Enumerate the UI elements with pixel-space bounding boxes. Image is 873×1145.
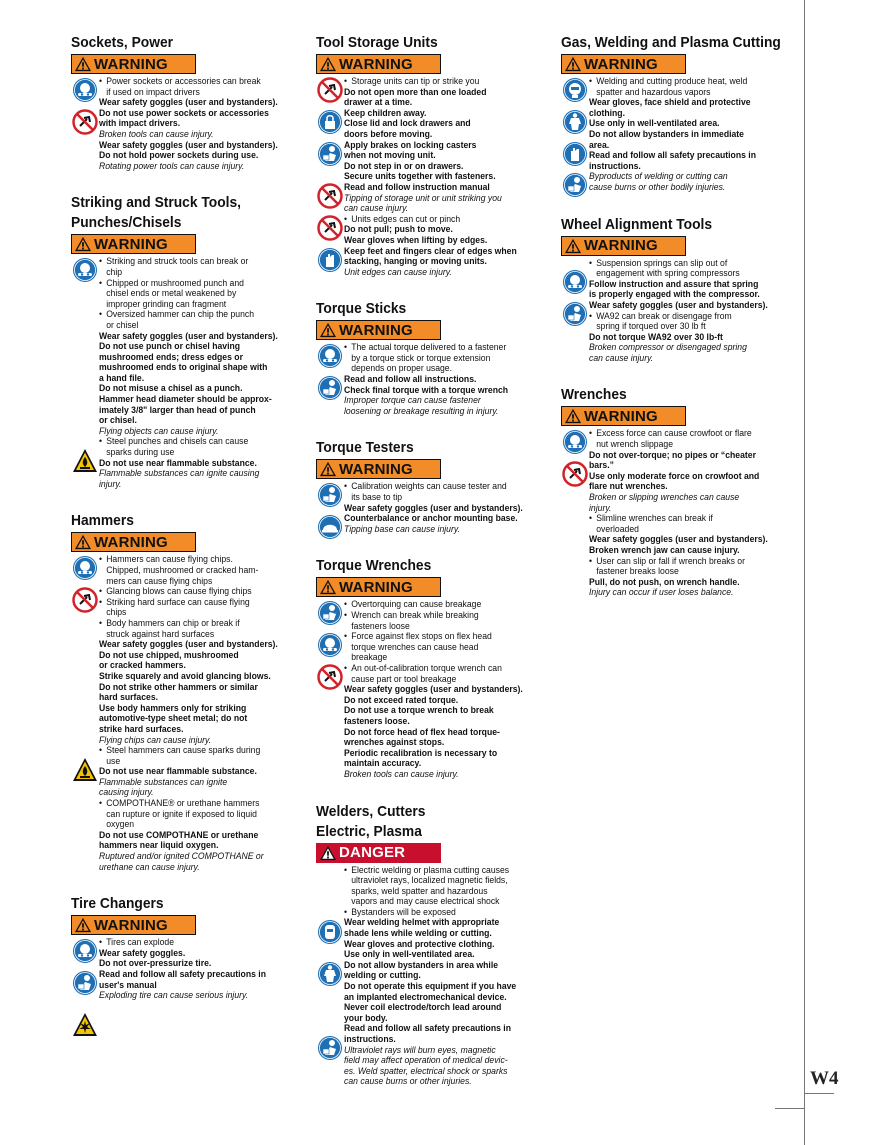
instruction-text: Secure units together with fasteners. xyxy=(344,171,496,183)
instruction-text: Read and follow all safety precautions in xyxy=(589,150,756,162)
consequence-text: Byproducts of welding or cutting can xyxy=(589,171,728,183)
instruction-text: Do not over-torque; no pipes or “cheater xyxy=(589,449,756,461)
instruction-text: Do not step in or on drawers. xyxy=(344,160,464,172)
instruction-text: mushroomed ends; dress edges or xyxy=(99,351,243,363)
section-title: Wrenches xyxy=(561,386,627,404)
safety-goggles-icon xyxy=(562,429,588,455)
face-shield-icon xyxy=(562,77,588,103)
consequence-text: causing injury. xyxy=(99,787,154,799)
hazard-text: • COMPOTHANE® or urethane hammers xyxy=(99,799,283,810)
section-title: Torque Wrenches xyxy=(316,557,432,575)
instruction-text: Do not hold power sockets during use. xyxy=(99,150,259,162)
instruction-text: Do not use power sockets or accessories xyxy=(99,107,269,119)
instruction-text: Do not torque WA92 over 30 lb-ft xyxy=(589,331,723,343)
consequence-text: Ruptured and/or ignited COMPOTHANE or xyxy=(99,851,264,863)
warning-badge xyxy=(561,54,686,74)
instruction-text: Broken wrench jaw can cause injury. xyxy=(589,545,740,556)
instruction-text: Follow instruction and assure that spring xyxy=(589,278,759,290)
protective-clothing-icon xyxy=(317,961,343,987)
section-title: Torque Sticks xyxy=(316,300,407,318)
safety-goggles-icon xyxy=(72,555,98,581)
no-cheater-bar-icon xyxy=(562,461,588,487)
instruction-text: fasteners loose. xyxy=(344,715,410,727)
instruction-text: Do not operate this equipment if you have xyxy=(344,981,517,993)
badge-label: WARNING xyxy=(339,578,413,596)
instruction-text: drawer at a time. xyxy=(344,97,413,109)
instruction-text: area. xyxy=(589,139,610,151)
instruction-text: Close lid and lock drawers and xyxy=(344,118,471,130)
flammable-warning-icon xyxy=(72,448,98,474)
instruction-text: Do not use COMPOTHANE or urethane xyxy=(99,829,259,841)
read-manual-icon xyxy=(317,482,343,508)
hazard-text: • Steel punches and chisels can cause xyxy=(99,437,283,448)
hazard-text: • Chipped or mushroomed punch and xyxy=(99,279,283,290)
instruction-text: Do not use near flammable substance. xyxy=(99,457,257,469)
hazard-text: • Calibration weights can cause tester and xyxy=(344,482,531,493)
instruction-text: Do not use a torque wrench to break xyxy=(344,705,494,717)
warning-badge xyxy=(316,320,441,340)
hazard-text: overloaded xyxy=(596,523,639,535)
hazard-text: sparks, weld spatter and hazardous xyxy=(351,885,488,897)
warning-badge xyxy=(71,54,196,74)
safety-section xyxy=(71,512,303,873)
no-impact-driver-icon xyxy=(72,109,98,135)
badge-label: WARNING xyxy=(94,916,168,934)
instruction-text: Wear safety goggles (user and bystanders). xyxy=(99,330,278,342)
hazard-text: • Oversized hammer can chip the punch xyxy=(99,310,283,321)
warning-badge xyxy=(561,236,686,256)
no-pull-icon xyxy=(317,215,343,241)
alert-triangle-icon xyxy=(564,56,582,72)
hazard-text: • Striking hard surface can cause flying xyxy=(99,598,283,609)
instruction-text: Wear gloves and protective clothing. xyxy=(344,938,495,950)
hazard-text: spatter and hazardous vapors xyxy=(596,86,711,98)
hazard-text: • Hammers can cause flying chips. xyxy=(99,555,283,566)
consequence-text: Broken tools can cause injury. xyxy=(99,128,214,140)
instruction-text: welding or cutting. xyxy=(344,970,421,982)
warning-badge xyxy=(71,915,196,935)
instruction-text: user's manual xyxy=(99,979,157,991)
hazard-text: • Tires can explode xyxy=(99,938,283,949)
alert-triangle-icon xyxy=(564,238,582,254)
instruction-text: Hammer head diameter should be approx- xyxy=(99,394,272,406)
safety-goggles-icon xyxy=(72,257,98,283)
hazard-text: fasteners loose xyxy=(351,620,410,632)
badge-label: WARNING xyxy=(339,321,413,339)
instruction-text: Wear safety goggles (user and bystanders). xyxy=(99,139,278,151)
instruction-text: Wear safety goggles (user and bystanders). xyxy=(344,502,523,514)
hazard-text: • Striking and struck tools can break or xyxy=(99,257,283,268)
section-title: Electric, Plasma xyxy=(316,822,422,840)
instruction-text: a hand file. xyxy=(99,372,145,384)
consequence-text: can cause burns or other injuries. xyxy=(344,1076,472,1088)
safety-goggles-icon xyxy=(562,269,588,295)
safety-section xyxy=(316,34,552,278)
consequence-text: Improper torque can cause fastener xyxy=(344,395,481,407)
safety-section xyxy=(561,386,793,599)
instruction-text: Read and follow all safety precautions in xyxy=(99,969,266,980)
instruction-text: Do not misuse a chisel as a punch. xyxy=(99,383,243,395)
hazard-text: • Force against flex stops on flex head xyxy=(344,632,531,643)
section-title: Gas, Welding and Plasma Cutting xyxy=(561,34,781,51)
hazard-text: torque wrenches can cause head xyxy=(351,641,479,653)
hazard-text: • Excess force can cause crowfoot or flare xyxy=(589,429,773,440)
column-right xyxy=(561,34,793,621)
instruction-text: flare nut wrenches. xyxy=(589,481,668,493)
protective-clothing-icon xyxy=(562,109,588,135)
instruction-text: Do not allow bystanders in immediate xyxy=(589,128,744,140)
alert-triangle-icon xyxy=(74,56,92,72)
instruction-text: bars.” xyxy=(589,460,614,472)
instruction-text: Periodic recalibration is necessary to xyxy=(344,747,498,759)
hazard-text: if used on impact drivers xyxy=(106,86,200,98)
consequence-text: Tipping base can cause injury. xyxy=(344,523,460,535)
instruction-text: maintain accuracy. xyxy=(344,758,422,770)
instruction-text: Do not over-pressurize tire. xyxy=(99,958,212,970)
instruction-text: instructions. xyxy=(589,160,641,172)
instruction-text: Check final torque with a torque wrench xyxy=(344,384,509,396)
hazard-text: • Glancing blows can cause flying chips xyxy=(99,587,283,598)
instruction-text: strike hard surfaces. xyxy=(99,723,184,735)
hazard-text: • Overtorquing can cause breakage xyxy=(344,600,531,611)
alert-triangle-icon xyxy=(319,845,337,861)
instruction-text: an implanted electromechanical device. xyxy=(344,991,507,1003)
alert-triangle-icon xyxy=(564,408,582,424)
hazard-text: ultraviolet rays, localized magnetic fields, xyxy=(351,875,508,887)
section-title: Torque Testers xyxy=(316,439,414,457)
consequence-text: Flying objects can cause injury. xyxy=(99,425,219,437)
badge-label: WARNING xyxy=(584,407,658,425)
gloves-icon xyxy=(562,141,588,167)
safety-section xyxy=(71,34,303,172)
section-title: Punches/Chisels xyxy=(71,214,182,232)
instruction-text: Do not use chipped, mushroomed xyxy=(99,649,239,661)
consequence-text: injury. xyxy=(589,502,612,514)
hazard-text: • Storage units can tip or strike you xyxy=(344,77,531,88)
section-title: Striking and Struck Tools, xyxy=(71,194,241,212)
hazard-text: • Body hammers can chip or break if xyxy=(99,619,283,630)
hazard-text: Chipped, mushroomed or cracked ham- xyxy=(106,565,259,576)
hazard-text: • Welding and cutting produce heat, weld xyxy=(589,77,773,88)
hazard-text: sparks during use xyxy=(106,447,175,459)
alert-triangle-icon xyxy=(319,322,337,338)
instruction-text: is properly engaged with the compressor. xyxy=(589,289,760,301)
instruction-text: Pull, do not push, on wrench handle. xyxy=(589,576,740,588)
read-manual-icon xyxy=(317,600,343,626)
hazard-text: • Electric welding or plasma cutting causes xyxy=(344,866,531,877)
instruction-text: Do not exceed rated torque. xyxy=(344,694,459,706)
safety-section xyxy=(316,439,552,535)
read-manual-icon xyxy=(562,301,588,327)
safety-section xyxy=(561,34,793,194)
no-open-drawers-icon xyxy=(317,77,343,103)
explosion-warning-icon xyxy=(72,1012,98,1038)
instruction-text: imately 3/8" larger than head of punch xyxy=(99,404,256,416)
consequence-text: urethane can cause injury. xyxy=(99,861,200,873)
hazard-text: • An out-of-calibration torque wrench can xyxy=(344,664,531,675)
alert-triangle-icon xyxy=(74,236,92,252)
safety-section xyxy=(316,803,552,1088)
hazard-text: chisel ends or metal weakened by xyxy=(106,288,237,300)
section-title: Tire Changers xyxy=(71,895,164,913)
safety-section xyxy=(71,895,303,1002)
instruction-text: Keep feet and fingers clear of edges when xyxy=(344,245,517,257)
instruction-text: Do not open more than one loaded xyxy=(344,86,487,98)
consequence-text: Exploding tire can cause serious injury. xyxy=(99,990,249,1002)
badge-label: WARNING xyxy=(339,460,413,478)
hazard-text: chips xyxy=(106,607,127,619)
safety-goggles-icon xyxy=(317,343,343,369)
safety-goggles-icon xyxy=(72,938,98,964)
instruction-text: when not moving unit. xyxy=(344,150,436,162)
consequence-text: injury. xyxy=(99,478,122,490)
safety-section xyxy=(316,300,552,417)
consequence-text: can cause injury. xyxy=(589,352,654,364)
warning-badge xyxy=(316,577,441,597)
instruction-text: Wear gloves, face shield and protective xyxy=(589,97,751,109)
badge-label: WARNING xyxy=(584,55,658,73)
instruction-text: clothing. xyxy=(589,107,625,119)
hazard-text: fastener breaks loose xyxy=(596,566,679,578)
hazard-text: • Units edges can cut or pinch xyxy=(344,215,531,226)
safety-section xyxy=(316,557,552,780)
consequence-text: Tipping of storage unit or unit striking you xyxy=(344,192,502,204)
instruction-text: wrenches against stops. xyxy=(344,737,445,749)
lock-icon xyxy=(317,109,343,135)
instruction-text: Use only in well-ventilated area. xyxy=(344,949,475,961)
alert-triangle-icon xyxy=(74,917,92,933)
consequence-text: Broken compressor or disengaged spring xyxy=(589,342,747,354)
hazard-text: nut wrench slippage xyxy=(596,439,674,451)
instruction-text: Read and follow instruction manual xyxy=(344,181,490,193)
welding-helmet-icon xyxy=(317,919,343,945)
hazard-text: • Suspension springs can slip out of xyxy=(589,259,773,270)
flammable-warning-icon xyxy=(72,757,98,783)
warning-badge xyxy=(561,406,686,426)
instruction-text: Wear safety goggles (user and bystanders). xyxy=(99,97,278,109)
instruction-text: Use body hammers only for striking xyxy=(99,702,247,714)
read-manual-icon xyxy=(72,970,98,996)
instruction-text: your body. xyxy=(344,1012,388,1024)
hazard-text: vapors and may cause electrical shock xyxy=(351,896,500,908)
alert-triangle-icon xyxy=(74,534,92,550)
hazard-text: or chisel xyxy=(106,319,139,331)
section-title: Welders, Cutters xyxy=(316,802,426,820)
instruction-text: Wear safety goggles (user and bystanders). xyxy=(99,639,278,651)
instruction-text: hammers near liquid oxygen. xyxy=(99,840,219,852)
badge-label: WARNING xyxy=(94,533,168,551)
section-title: Sockets, Power xyxy=(71,34,174,51)
instruction-text: or chisel. xyxy=(99,415,137,427)
consequence-text: Broken tools can cause injury. xyxy=(344,768,459,780)
instruction-text: stacking, hanging or moving units. xyxy=(344,256,487,268)
instruction-text: Never coil electrode/torch lead around xyxy=(344,1002,502,1014)
instruction-text: Strike squarely and avoid glancing blows. xyxy=(99,670,271,682)
column-left xyxy=(71,34,303,1024)
danger-badge xyxy=(316,843,441,863)
consequence-text: Flammable substances can ignite xyxy=(99,776,228,788)
hazard-text: • User can slip or fall if wrench breaks or xyxy=(589,557,773,568)
hazard-text: • Wrench can break while breaking xyxy=(344,611,531,622)
consequence-text: es. Weld spatter, electrical shock or sparks xyxy=(344,1065,508,1077)
instruction-text: Do not pull; push to move. xyxy=(344,224,453,236)
hazard-text: can rupture or ignite if exposed to liquid xyxy=(106,808,257,820)
instruction-text: Wear gloves when lifting by edges. xyxy=(344,234,488,246)
consequence-text: Broken or slipping wrenches can cause xyxy=(589,492,740,504)
hazard-text: struck against hard surfaces xyxy=(106,628,215,640)
read-manual-icon xyxy=(562,172,588,198)
instruction-text: Read and follow all instructions. xyxy=(344,374,477,386)
instruction-text: or cracked hammers. xyxy=(99,660,186,672)
instruction-text: Counterbalance or anchor mounting base. xyxy=(344,513,518,525)
consequence-text: Flying chips can cause injury. xyxy=(99,734,212,746)
no-striking-hammers-icon xyxy=(72,587,98,613)
hazard-text: • Bystanders will be exposed xyxy=(344,908,531,919)
instruction-text: with impact drivers. xyxy=(99,118,181,130)
badge-label: DANGER xyxy=(339,844,406,861)
consequence-text: cause burns or other bodily injuries. xyxy=(589,181,726,193)
alert-triangle-icon xyxy=(319,461,337,477)
margin-rule xyxy=(804,0,805,1145)
instruction-text: Use only moderate force on crowfoot and xyxy=(589,470,760,482)
badge-label: WARNING xyxy=(339,55,413,73)
hard-hat-icon xyxy=(317,514,343,540)
safety-goggles-icon xyxy=(317,632,343,658)
column-middle xyxy=(316,34,552,1110)
hazard-text: depends on proper usage. xyxy=(351,363,453,375)
instruction-text: Do not use near flammable substance. xyxy=(99,766,257,778)
hazard-text: breakage xyxy=(351,652,388,664)
read-manual-icon xyxy=(317,141,343,167)
alert-triangle-icon xyxy=(319,56,337,72)
page-tab-rule xyxy=(775,1108,805,1109)
read-manual-icon xyxy=(317,375,343,401)
instruction-text: Wear welding helmet with appropriate xyxy=(344,917,500,929)
safety-section xyxy=(71,194,303,490)
hazard-text: its base to tip xyxy=(351,492,403,504)
badge-label: WARNING xyxy=(584,237,658,255)
gloves-icon xyxy=(317,247,343,273)
instruction-text: Do not use punch or chisel having xyxy=(99,341,241,353)
instruction-text: Wear safety goggles. xyxy=(99,947,186,959)
alert-triangle-icon xyxy=(319,579,337,595)
hazard-text: • The actual torque delivered to a fastener xyxy=(344,343,531,354)
instruction-text: doors before moving. xyxy=(344,128,433,140)
section-title: Tool Storage Units xyxy=(316,34,438,51)
consequence-text: Flammable substances can ignite causing xyxy=(99,468,260,480)
instruction-text: mushroomed ends to original shape with xyxy=(99,362,268,374)
warning-badge xyxy=(316,54,441,74)
instruction-text: Wear safety goggles (user and bystanders). xyxy=(344,684,523,696)
hazard-text: • Slimline wrenches can break if xyxy=(589,514,773,525)
hazard-text: use xyxy=(106,755,121,767)
hazard-text: spring if torqued over 30 lb ft xyxy=(596,321,706,333)
instruction-text: Keep children away. xyxy=(344,107,427,119)
consequence-text: Ultraviolet rays will burn eyes, magnetic xyxy=(344,1044,496,1056)
instruction-text: Wear safety goggles (user and bystanders). xyxy=(589,299,768,311)
instruction-text: Wear safety goggles (user and bystanders). xyxy=(589,534,768,546)
hazard-text: by a torque stick or torque extension xyxy=(351,352,491,364)
hazard-text: engagement with spring compressors xyxy=(596,268,740,280)
consequence-text: Unit edges can cause injury. xyxy=(344,266,452,278)
section-title: Wheel Alignment Tools xyxy=(561,215,713,233)
consequence-text: loosening or breakage resulting in injury. xyxy=(344,405,499,417)
hazard-text: mers can cause flying chips xyxy=(106,575,213,587)
instruction-text: automotive-type sheet metal; do not xyxy=(99,713,248,725)
page-number: W4 xyxy=(810,1068,839,1089)
hazard-text: • Power sockets or accessories can break xyxy=(99,77,283,88)
instruction-text: Do not strike other hammers or similar xyxy=(99,681,258,693)
instruction-text: shade lens while welding or cutting. xyxy=(344,928,492,940)
read-manual-icon xyxy=(317,1035,343,1061)
warning-badge xyxy=(71,234,196,254)
consequence-text: Rotating power tools can cause injury. xyxy=(99,160,245,172)
consequence-text: Injury can occur if user loses balance. xyxy=(589,587,734,599)
consequence-text: field may affect operation of medical devic- xyxy=(344,1055,508,1067)
safety-section xyxy=(561,216,793,365)
safety-goggles-icon xyxy=(72,77,98,103)
badge-label: WARNING xyxy=(94,235,168,253)
badge-label: WARNING xyxy=(94,55,168,73)
no-climbing-icon xyxy=(317,183,343,209)
consequence-text: can cause injury. xyxy=(344,203,409,215)
hazard-text: improper grinding can fragment xyxy=(106,298,227,310)
warning-badge xyxy=(71,532,196,552)
instruction-text: Use only in well-ventilated area. xyxy=(589,118,720,130)
instruction-text: hard surfaces. xyxy=(99,692,159,704)
no-breaking-fasteners-icon xyxy=(317,664,343,690)
instruction-text: Do not allow bystanders in area while xyxy=(344,959,499,971)
instruction-text: Read and follow all safety precautions in xyxy=(344,1023,511,1035)
section-title: Hammers xyxy=(71,512,134,530)
hazard-text: chip xyxy=(106,266,123,278)
hazard-text: oxygen xyxy=(106,819,135,831)
warning-badge xyxy=(316,459,441,479)
page-tab-rule xyxy=(804,1093,834,1094)
hazard-text: • Steel hammers can cause sparks during xyxy=(99,746,283,757)
hazard-text: cause part or tool breakage xyxy=(351,673,457,685)
instruction-text: Apply brakes on locking casters xyxy=(344,139,477,151)
instruction-text: instructions. xyxy=(344,1034,396,1045)
hazard-text: • WA92 can break or disengage from xyxy=(589,312,773,323)
instruction-text: Do not force head of flex head torque- xyxy=(344,726,500,738)
